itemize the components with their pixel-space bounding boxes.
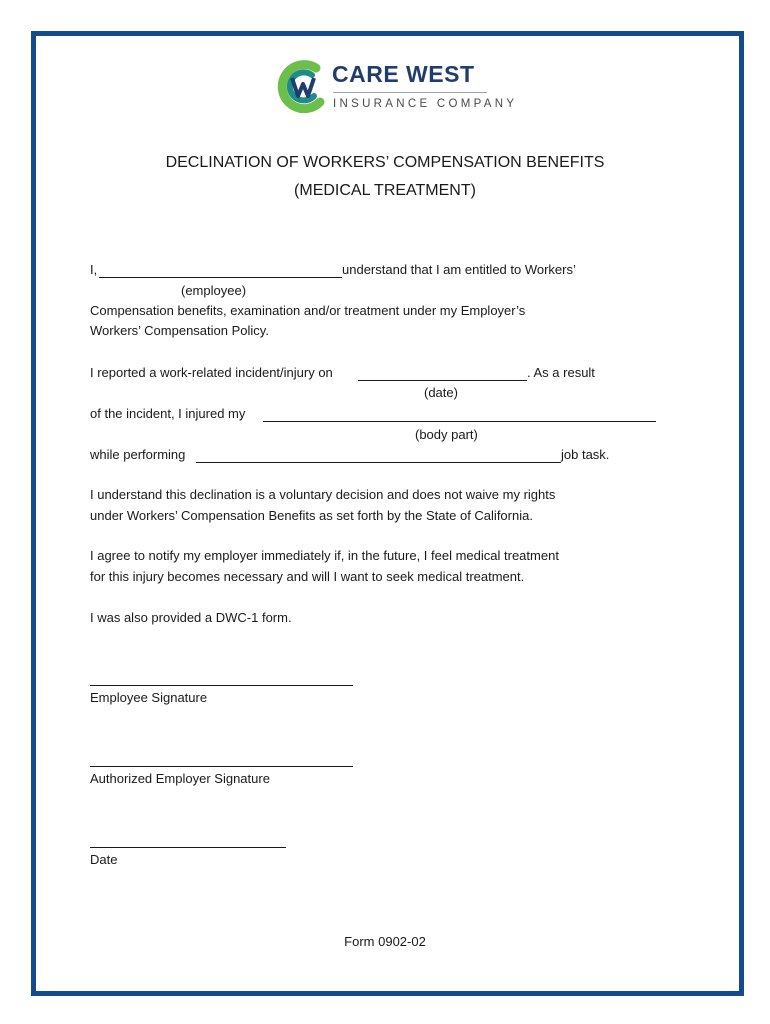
- incident-date-line[interactable]: [358, 380, 527, 381]
- body-part-line[interactable]: [263, 421, 656, 422]
- para2-suffix: . As a result: [527, 365, 595, 380]
- date-hint: (date): [424, 385, 458, 400]
- body-part-hint: (body part): [415, 427, 478, 442]
- employee-hint: (employee): [181, 283, 247, 298]
- brand-divider: [333, 92, 487, 93]
- para1-prefix: I,: [90, 262, 98, 277]
- brand-name: CARE WEST: [332, 61, 475, 87]
- employee-name-line[interactable]: [99, 277, 342, 278]
- employee-signature-label: Employee Signature: [90, 690, 208, 705]
- employer-signature-label: Authorized Employer Signature: [90, 771, 270, 786]
- para1-suffix: understand that I am entitled to Workers’: [342, 262, 576, 277]
- para3-line1: I understand this declination is a voluntary decision and does not waive my rights: [90, 487, 556, 502]
- date-signature-label: Date: [90, 852, 118, 867]
- form-number: Form 0902-02: [344, 934, 426, 949]
- para2-line3-suffix: job task.: [561, 447, 610, 462]
- para5-text: I was also provided a DWC-1 form.: [90, 610, 292, 625]
- job-task-line[interactable]: [196, 462, 561, 463]
- brand-tagline: INSURANCE COMPANY: [333, 98, 518, 110]
- para1-line2: Compensation benefits, examination and/or treatment under my Employer’s: [90, 303, 526, 318]
- document-title: DECLINATION OF WORKERS’ COMPENSATION BENEFITS: [165, 154, 605, 171]
- para1-line3: Workers’ Compensation Policy.: [90, 323, 269, 338]
- para4-line2: for this injury becomes necessary and will I want to seek medical treatment.: [90, 569, 525, 584]
- para4-line1: I agree to notify my employer immediately if, in the future, I feel medical treatment: [90, 548, 559, 563]
- employer-signature-line[interactable]: [90, 766, 353, 767]
- document-subtitle: (MEDICAL TREATMENT): [294, 182, 476, 199]
- para2-line3-prefix: while performing: [90, 447, 186, 462]
- employee-signature-line[interactable]: [90, 685, 353, 686]
- para3-line2: under Workers’ Compensation Benefits as set forth by the State of California.: [90, 508, 533, 523]
- para2-line2: of the incident, I injured my: [90, 406, 246, 421]
- date-signature-line[interactable]: [90, 847, 286, 848]
- para2-prefix: I reported a work-related incident/injury on: [90, 365, 333, 380]
- logo-mark-icon: [276, 58, 330, 116]
